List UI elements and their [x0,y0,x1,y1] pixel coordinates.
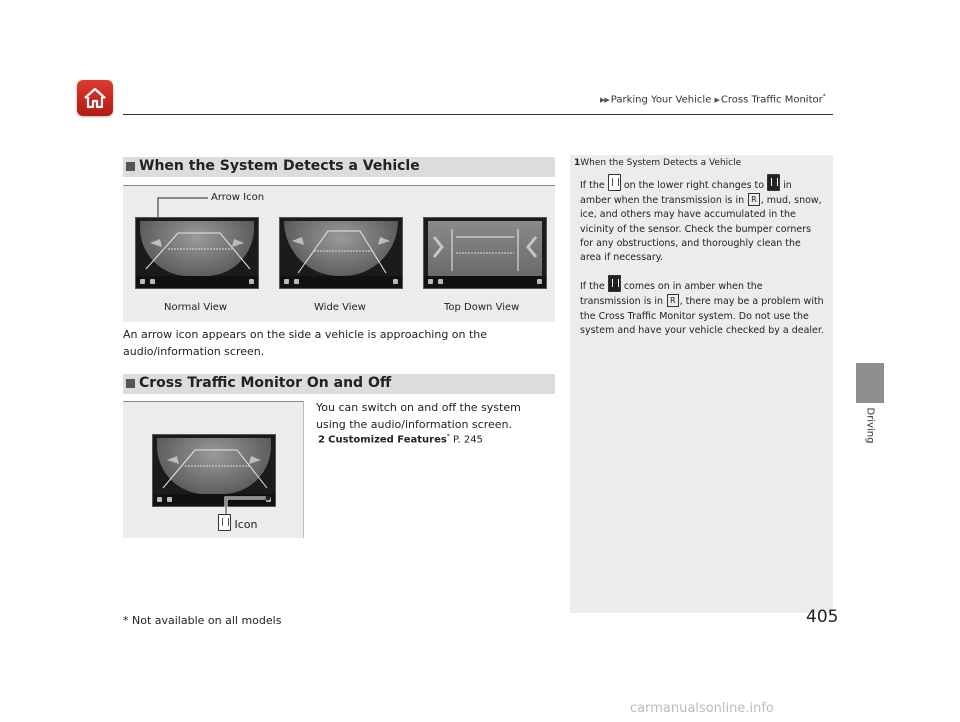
cross-traffic-monitor-icon [218,514,231,531]
header-rule [123,114,833,115]
square-bullet-icon [126,162,135,171]
arrow-right-icon [232,239,244,247]
cross-reference-link[interactable]: 2 Customized Features* P. 245 [318,433,483,446]
section-heading [123,157,555,177]
arrow-icon-label: Arrow Icon [211,192,265,203]
parking-guide-lines [428,221,542,276]
parking-guide-lines [157,438,271,494]
breadcrumb-arrow-icon: ▶ [714,96,719,105]
breadcrumb-item[interactable]: Cross Traffic Monitor [720,94,823,106]
parking-guide-lines [284,221,398,276]
parking-guide-lines [140,221,254,276]
section-title: Cross Traffic Monitor On and Off [139,375,392,391]
breadcrumb [600,93,826,105]
view-caption: Wide View [314,302,366,313]
breadcrumb-item[interactable]: Parking Your Vehicle [610,94,712,106]
section-body: An arrow icon appears on the side a vehicle is approaching on the audio/information screen. [123,328,488,358]
breadcrumb-arrow-icon: ▶▶ [600,96,609,105]
footnote-marker: * [822,93,826,100]
note-heading: 1When the System Detects a Vehicle [574,158,742,168]
view-caption: Normal View [164,302,228,313]
home-icon [82,85,108,111]
normal-view-screen [135,217,259,289]
section-title: When the System Detects a Vehicle [139,158,420,174]
cross-traffic-monitor-off-icon [767,174,780,191]
icon-label: Icon [218,514,258,531]
square-bullet-icon [126,379,135,388]
watermark: carmanualsonline.info [630,701,774,716]
top-down-view-screen [423,217,547,289]
section-body: You can switch on and off the system using the audio/information screen. [316,401,521,431]
arrow-left-icon [150,239,162,247]
gear-position-indicator: R [748,193,760,206]
cross-traffic-monitor-icon [608,174,621,191]
note-body: If the on the lower right changes to in amber when the transmission is in R , mud, snow, ice, and others may have accumulated in the vicinity of the sensor. Check the bumper corners for any obstructions, and thoroughly clean the area if necessary. If the comes on in amber when the transmission is in R , there may be a problem with the Cross Traffic Monitor system. Do not use the system and have your vehicle checked by a dealer. [580,174,824,348]
wide-view-screen [279,217,403,289]
page-number: 405 [806,607,839,627]
cross-traffic-monitor-warning-icon [608,275,621,292]
arrow-right-icon [528,237,536,257]
home-button[interactable] [77,80,113,116]
chapter-tab[interactable] [856,363,884,403]
gear-position-indicator: R [667,294,679,307]
chapter-tab-label: Driving [864,407,876,444]
arrow-left-icon [434,237,442,257]
footnote: * Not available on all models [123,614,282,627]
arrow-left-icon [292,237,304,245]
arrow-right-icon [378,237,390,245]
section-heading [123,374,555,394]
view-caption: Top Down View [444,302,520,313]
